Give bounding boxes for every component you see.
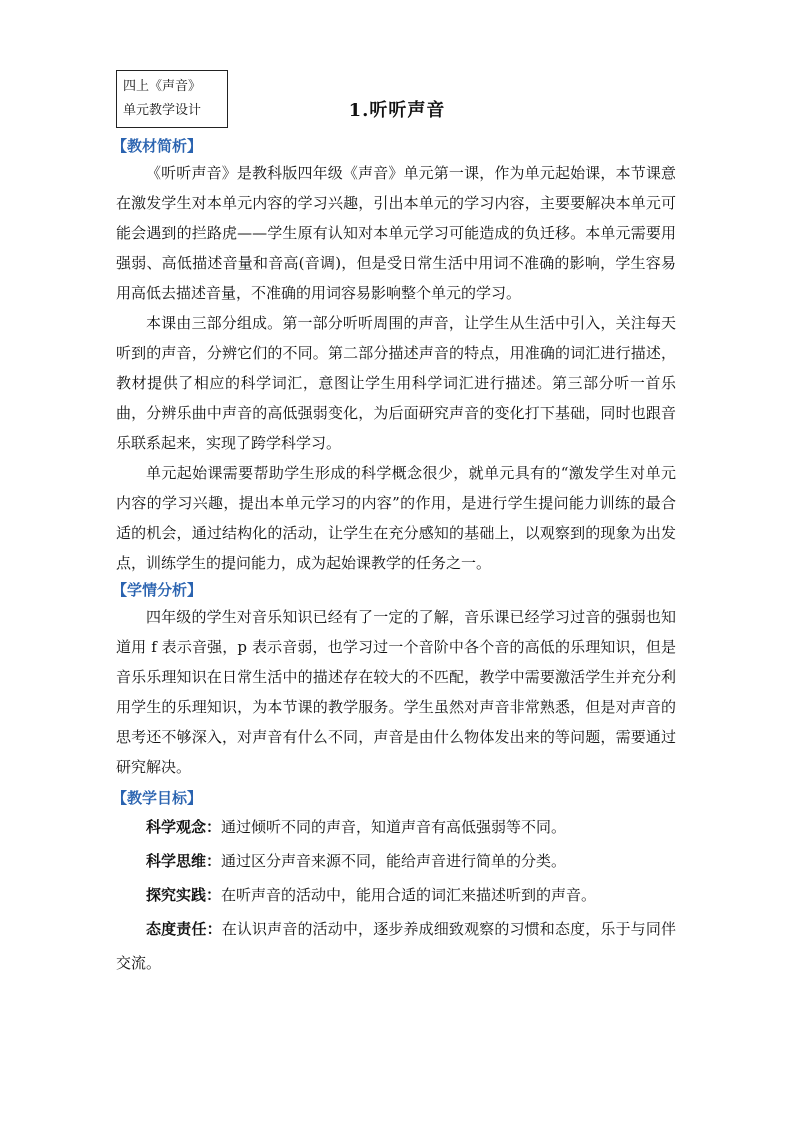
goal-text: 在听声音的活动中，能用合适的词汇来描述听到的声音。 — [221, 886, 597, 904]
lesson-title: 1.听听声音 — [348, 100, 446, 121]
textbook-analysis-heading: 【教材简析】 — [112, 137, 203, 155]
goal-item — [116, 844, 676, 878]
goal-text: 在认识声音的活动中，逐步养成细致观察的习惯和态度，乐于与同伴交流。 — [116, 920, 676, 972]
goal-item — [116, 878, 676, 912]
unit-label-line2: 单元教学设计 — [123, 103, 202, 118]
goal-label: 态度责任： — [146, 920, 222, 938]
textbook-paragraph: 单元起始课需要帮助学生形成的科学概念很少，就单元具有的“激发学生对单元内容的学习兴趣，提出本单元学习的内容”的作用，是进行学生提问能力训练的最合适的机会，通过结构化的活动，让学生在充分感知的基础上，以观察到的现象为出发点，训练学生的提问能力，成为起始课教学的任务之一。 — [116, 464, 676, 572]
teaching-goals-heading: 【教学目标】 — [112, 789, 203, 807]
textbook-paragraph: 本课由三部分组成。第一部分听听周围的声音，让学生从生活中引入，关注每天听到的声音，分辨它们的不同。第二部分描述声音的特点，用准确的词汇进行描述，教材提供了相应的科学词汇，意图让学生用科学词汇进行描述。第三部分听一首乐曲，分辨乐曲中声音的高低强弱变化，为后面研究声音的变化打下基础，同时也跟音乐联系起来，实现了跨学科学习。 — [116, 314, 676, 452]
goal-text: 通过倾听不同的声音，知道声音有高低强弱等不同。 — [221, 818, 567, 836]
textbook-paragraph: 《听听声音》是教科版四年级《声音》单元第一课，作为单元起始课，本节课意在激发学生对本单元内容的学习兴趣，引出本单元的学习内容，主要要解决本单元可能会遇到的拦路虎——学生原有认知对本单元学习可能造成的负迁移。本单元需要用强弱、高低描述音量和音高(音调)，但是受日常生活中用词不准确的影响，学生容易用高低去描述音量，不准确的用词容易影响整个单元的学习。 — [116, 164, 676, 302]
student-paragraph: 四年级的学生对音乐知识已经有了一定的了解，音乐课已经学习过音的强弱也知道用 f 表示音强，p 表示音弱，也学习过一个音阶中各个音的高低的乐理知识，但是音乐乐理知识在日常生活中的描述存在较大的不匹配，教学中需要激活学生并充分利用学生的乐理知识，为本节课的教学服务。学生虽然对声音非常熟悉，但是对声音的思考还不够深入，对声音有什么不同，声音是由什么物体发出来的等问题，需要通过研究解决。 — [116, 608, 676, 776]
student-analysis-heading: 【学情分析】 — [112, 581, 203, 599]
goal-item — [116, 810, 676, 844]
goal-item — [116, 912, 676, 980]
document-body — [112, 134, 676, 980]
goal-label: 科学思维： — [146, 852, 222, 870]
goal-label: 探究实践： — [146, 886, 222, 904]
unit-label-line1: 四上《声音》 — [123, 79, 202, 94]
goal-text: 通过区分声音来源不同，能给声音进行简单的分类。 — [221, 852, 567, 870]
goal-label: 科学观念： — [146, 818, 222, 836]
